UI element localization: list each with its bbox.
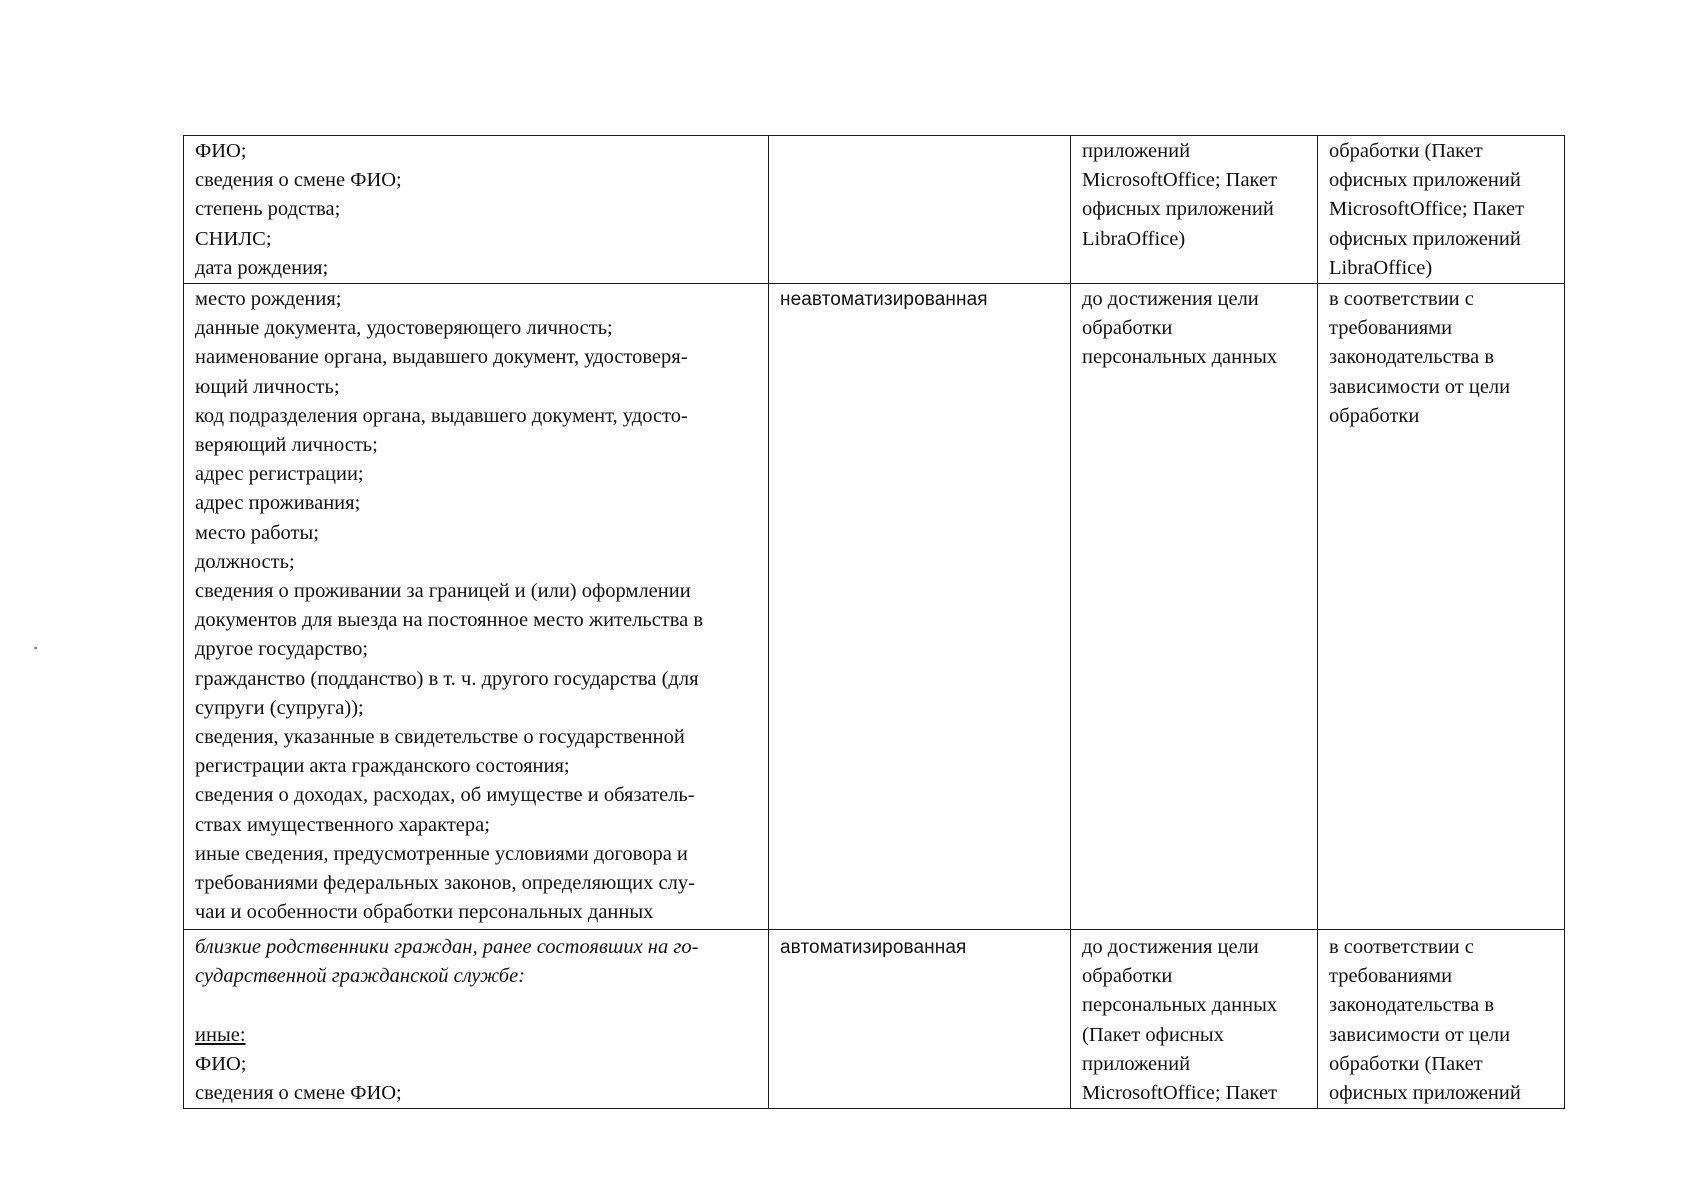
text-line: сведения о смене ФИО; bbox=[195, 1082, 402, 1105]
text-line: офисных приложений bbox=[1082, 198, 1274, 221]
text-line: офисных приложений bbox=[1329, 227, 1521, 250]
text-line: персональных данных bbox=[1082, 346, 1278, 369]
text-line: место работы; bbox=[195, 521, 319, 544]
text-line: ФИО; bbox=[195, 1052, 247, 1075]
text-line: обработки bbox=[1082, 965, 1173, 988]
text-line: неавтоматизированная bbox=[780, 289, 988, 311]
storage-period-cell bbox=[1071, 136, 1318, 284]
storage-period-cell bbox=[1071, 284, 1318, 930]
text-line: сведения, указанные в свидетельстве о государственной bbox=[195, 726, 685, 749]
text-line: сведения о доходах, расходах, об имуществе и обязатель- bbox=[195, 784, 695, 807]
text-line: ющий личность; bbox=[195, 375, 340, 398]
text-line: адрес регистрации; bbox=[195, 463, 364, 486]
text-line: СНИЛС; bbox=[195, 227, 272, 250]
text-line: обработки (Пакет bbox=[1329, 140, 1483, 162]
scan-speck bbox=[34, 647, 37, 649]
data-categories-cell bbox=[184, 930, 769, 1109]
text-line: офисных приложений bbox=[1329, 1082, 1521, 1105]
text-line: MicrosoftOffice; Пакет bbox=[1082, 1082, 1278, 1105]
text-line: LibraOffice) bbox=[1082, 227, 1186, 250]
text-line: обработки bbox=[1082, 317, 1173, 340]
text-line: адрес проживания; bbox=[195, 492, 361, 515]
text-line: до достижения цели bbox=[1082, 288, 1259, 311]
text-line: степень родства; bbox=[195, 198, 341, 221]
processing-method-cell bbox=[769, 284, 1071, 930]
text-line: должность; bbox=[195, 550, 295, 573]
text-line: веряющий личность; bbox=[195, 434, 378, 457]
text-line: место рождения; bbox=[195, 288, 342, 311]
text-line: другое государство; bbox=[195, 638, 369, 661]
destruction-terms-cell bbox=[1318, 284, 1565, 930]
text-line: гражданство (подданство) в т. ч. другого государства (для bbox=[195, 667, 699, 690]
text-line: MicrosoftOffice; Пакет bbox=[1329, 198, 1525, 221]
text-line: наименование органа, выдавшего документ, удостоверя- bbox=[195, 346, 688, 369]
text-line: регистрации акта гражданского состояния; bbox=[195, 755, 570, 778]
data-categories-cell bbox=[184, 136, 769, 284]
table-body bbox=[184, 136, 1565, 1109]
storage-period-cell bbox=[1071, 930, 1318, 1109]
table-row bbox=[184, 136, 1565, 284]
text-line: сведения о проживании за границей и (или) оформлении bbox=[195, 580, 691, 603]
table-row bbox=[184, 930, 1565, 1109]
text-line: приложений bbox=[1082, 1052, 1191, 1075]
text-line: зависимости от цели bbox=[1329, 375, 1511, 398]
text-line: ФИО; bbox=[195, 140, 247, 162]
text-line: в соответствии с bbox=[1329, 288, 1474, 311]
text-line: требованиями bbox=[1329, 965, 1453, 988]
text-line: близкие родственники граждан, ранее состоявших на го- bbox=[195, 936, 699, 959]
text-line: законодательства в bbox=[1329, 346, 1495, 369]
text-line: документов для выезда на постоянное место жительства в bbox=[195, 609, 704, 632]
text-line: MicrosoftOffice; Пакет bbox=[1082, 169, 1278, 192]
text-line: иные сведения, предусмотренные условиями договора и bbox=[195, 842, 688, 865]
text-line: обработки bbox=[1329, 404, 1420, 427]
text-line: иные: bbox=[195, 1023, 246, 1046]
text-line: LibraOffice) bbox=[1329, 256, 1433, 279]
processing-method-cell bbox=[769, 136, 1071, 284]
text-line: требованиями федеральных законов, определяющих слу- bbox=[195, 872, 695, 895]
text-line: (Пакет офисных bbox=[1082, 1023, 1224, 1046]
text-line: зависимости от цели bbox=[1329, 1023, 1511, 1046]
text-line: сударственной гражданской службе: bbox=[195, 965, 526, 988]
text-line: до достижения цели bbox=[1082, 936, 1259, 959]
data-categories-cell bbox=[184, 284, 769, 930]
text-line: персональных данных bbox=[1082, 994, 1278, 1017]
table-row bbox=[184, 284, 1565, 930]
text-line: автоматизированная bbox=[780, 937, 967, 959]
text-line: в соответствии с bbox=[1329, 936, 1474, 959]
text-line: законодательства в bbox=[1329, 994, 1495, 1017]
text-line: обработки (Пакет bbox=[1329, 1052, 1483, 1075]
text-line: супруги (супруга)); bbox=[195, 696, 364, 719]
text-line: чаи и особенности обработки персональных данных bbox=[195, 901, 654, 924]
processing-method-cell bbox=[769, 930, 1071, 1109]
text-line: ствах имущественного характера; bbox=[195, 813, 490, 836]
text-line: дата рождения; bbox=[195, 256, 329, 279]
text-line: требованиями bbox=[1329, 317, 1453, 340]
text-line: приложений bbox=[1082, 140, 1191, 162]
text-line: сведения о смене ФИО; bbox=[195, 169, 402, 192]
blank-line bbox=[195, 991, 759, 1020]
destruction-terms-cell bbox=[1318, 136, 1565, 284]
text-line: данные документа, удостоверяющего личность; bbox=[195, 317, 613, 340]
text-line: офисных приложений bbox=[1329, 169, 1521, 192]
personal-data-table bbox=[183, 135, 1565, 1109]
text-line: код подразделения органа, выдавшего документ, удосто- bbox=[195, 404, 688, 427]
destruction-terms-cell bbox=[1318, 930, 1565, 1109]
